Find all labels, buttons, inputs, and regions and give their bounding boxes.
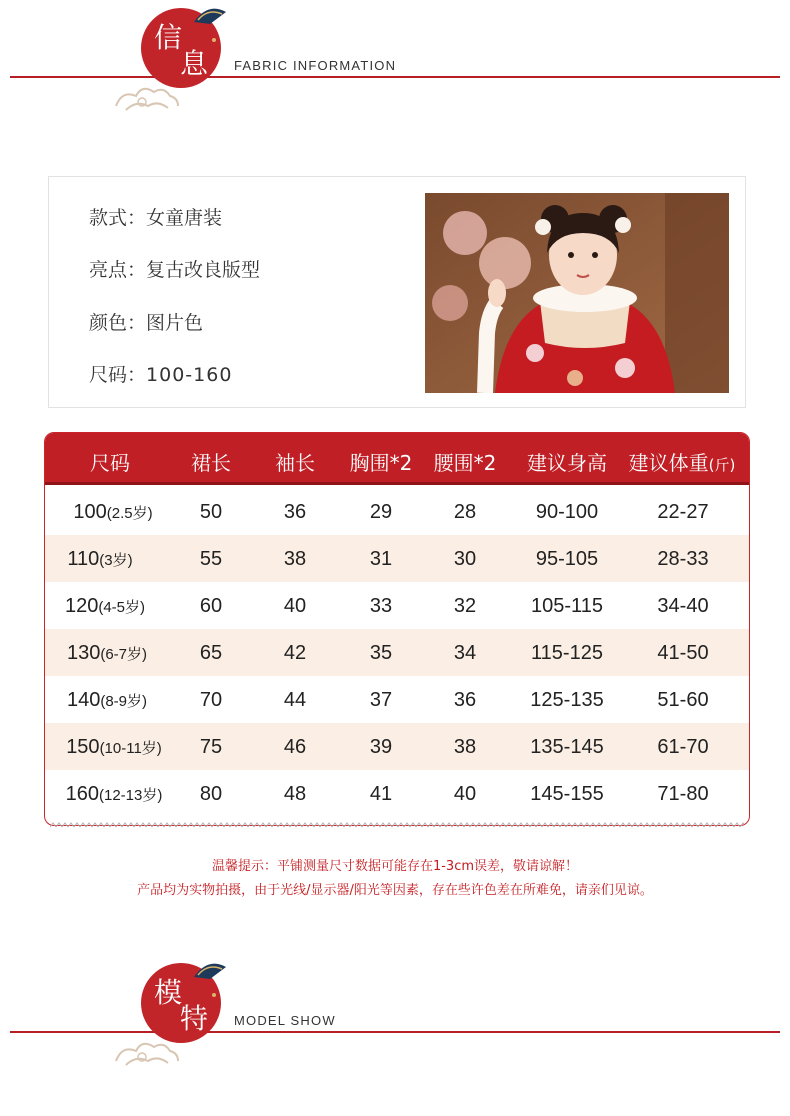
table-row: [45, 770, 749, 817]
header-char-top: 模: [154, 976, 183, 1009]
cell-waist: 28: [453, 501, 477, 523]
fan-ornament-icon: [190, 2, 230, 42]
cell-weight: 28-33: [657, 548, 709, 570]
header-char-top: 信: [154, 21, 183, 54]
product-info-card: [48, 176, 746, 408]
cell-sleeve: 48: [283, 783, 307, 805]
col-header-skirt: 裙长: [191, 451, 231, 475]
cell-height: 90-100: [535, 501, 599, 523]
cell-sleeve: 38: [283, 548, 307, 570]
size-value: 140: [66, 689, 101, 711]
col-header-weight-unit: (斤): [708, 456, 736, 474]
table-row: [45, 488, 749, 535]
size-table-header: [45, 433, 749, 485]
col-header-weight: [623, 447, 741, 476]
age-range: (4-5岁): [98, 599, 146, 616]
table-row: [45, 629, 749, 676]
table-row: [45, 723, 749, 770]
cell-weight: 71-80: [657, 783, 709, 805]
table-row: [45, 582, 749, 629]
cell-height: 125-135: [530, 689, 604, 711]
size-value: 100: [73, 501, 107, 523]
header-divider: [10, 76, 780, 78]
col-header-size: 尺码: [90, 451, 130, 475]
cell-sleeve: 36: [283, 501, 307, 523]
cell-skirt: 70: [199, 689, 223, 711]
model-show-header: [0, 955, 790, 1065]
info-key: 款式：: [89, 207, 147, 229]
cell-size: [49, 783, 179, 806]
cell-chest: 37: [369, 689, 393, 711]
cell-waist: 32: [453, 595, 477, 617]
cloud-ornament-icon: [112, 82, 182, 116]
col-header-chest: 胸围*2: [349, 451, 413, 475]
info-key: 亮点：: [89, 259, 147, 281]
header-label: FABRIC INFORMATION: [234, 58, 397, 73]
cell-waist: 40: [453, 783, 477, 805]
cell-height: 105-115: [531, 595, 603, 617]
header-label: MODEL SHOW: [234, 1013, 336, 1028]
cell-skirt: 50: [199, 501, 223, 523]
info-key: 尺码：: [89, 364, 147, 386]
cell-waist: 38: [453, 736, 477, 758]
cell-height: 135-145: [530, 736, 604, 758]
cell-sleeve: 46: [283, 736, 307, 758]
info-value: 100-160: [146, 364, 233, 386]
info-value: 图片色: [146, 312, 204, 334]
size-value: 120: [64, 595, 99, 617]
cell-weight: 22-27: [657, 501, 709, 523]
header-divider: [10, 1031, 780, 1033]
cell-size: [45, 548, 155, 571]
age-range: (8-9岁): [100, 693, 148, 710]
info-value: 女童唐装: [146, 207, 223, 229]
cell-skirt: 80: [199, 783, 223, 805]
cell-weight: 51-60: [657, 689, 709, 711]
cell-sleeve: 40: [283, 595, 307, 617]
info-value: 复古改良版型: [146, 259, 261, 281]
cell-chest: 35: [369, 642, 393, 664]
size-value: 160: [65, 783, 99, 805]
product-photo: [425, 193, 729, 393]
cell-skirt: 75: [199, 736, 223, 758]
fan-ornament-icon: [190, 957, 230, 997]
cell-size: [45, 595, 165, 618]
cell-chest: 39: [369, 736, 393, 758]
cell-skirt: 65: [199, 642, 223, 664]
fabric-info-header: [0, 0, 790, 110]
table-row: [45, 676, 749, 723]
size-table: [44, 432, 750, 828]
cell-weight: 61-70: [657, 736, 709, 758]
table-row: [45, 535, 749, 582]
cell-chest: 29: [369, 501, 393, 523]
size-value: 150: [66, 736, 100, 758]
cell-sleeve: 42: [283, 642, 307, 664]
cell-sleeve: 44: [283, 689, 307, 711]
cell-skirt: 60: [199, 595, 223, 617]
measurement-note: 温馨提示：平铺测量尺寸数据可能存在1-3cm误差，敬请谅解！: [211, 859, 579, 874]
header-char-bottom: 息: [180, 47, 209, 80]
age-range: (10-11岁): [99, 740, 162, 757]
cell-chest: 41: [369, 783, 393, 805]
size-table-frame: [44, 432, 750, 826]
cell-waist: 30: [453, 548, 477, 570]
info-row-style: [89, 203, 222, 230]
age-range: (3岁): [99, 552, 133, 569]
age-range: (2.5岁): [106, 505, 153, 522]
age-range: (12-13岁): [99, 787, 163, 804]
cell-height: 115-125: [531, 642, 603, 664]
cell-chest: 33: [369, 595, 393, 617]
cell-chest: 31: [369, 548, 393, 570]
cell-height: 95-105: [535, 548, 599, 570]
cell-size: [45, 642, 169, 665]
cell-size: [49, 736, 179, 759]
color-note: 产品均为实物拍摄，由于光线/显示器/阳光等因素，存在些许色差在所难免，请亲们见谅。: [137, 883, 653, 898]
size-value: 130: [66, 642, 101, 664]
cell-weight: 41-50: [657, 642, 709, 664]
cell-height: 145-155: [530, 783, 604, 805]
header-char-bottom: 特: [180, 1002, 209, 1035]
zigzag-border-icon: [44, 822, 750, 828]
age-range: (6-7岁): [100, 646, 148, 663]
cell-weight: 34-40: [657, 595, 709, 617]
cloud-ornament-icon: [112, 1037, 182, 1071]
cell-waist: 34: [453, 642, 477, 664]
size-value: 110: [67, 548, 100, 570]
info-row-highlight: [89, 255, 260, 282]
col-header-waist: 腰围*2: [433, 451, 497, 475]
col-header-weight-label: 建议体重: [628, 451, 709, 475]
cell-waist: 36: [453, 689, 477, 711]
col-header-height: 建议身高: [527, 451, 607, 475]
info-row-size: [89, 360, 232, 387]
cell-size: [53, 501, 173, 524]
cell-size: [45, 689, 169, 712]
col-header-sleeve: 袖长: [275, 451, 315, 475]
info-row-color: [89, 308, 203, 335]
cell-skirt: 55: [199, 548, 223, 570]
info-key: 颜色：: [89, 312, 147, 334]
